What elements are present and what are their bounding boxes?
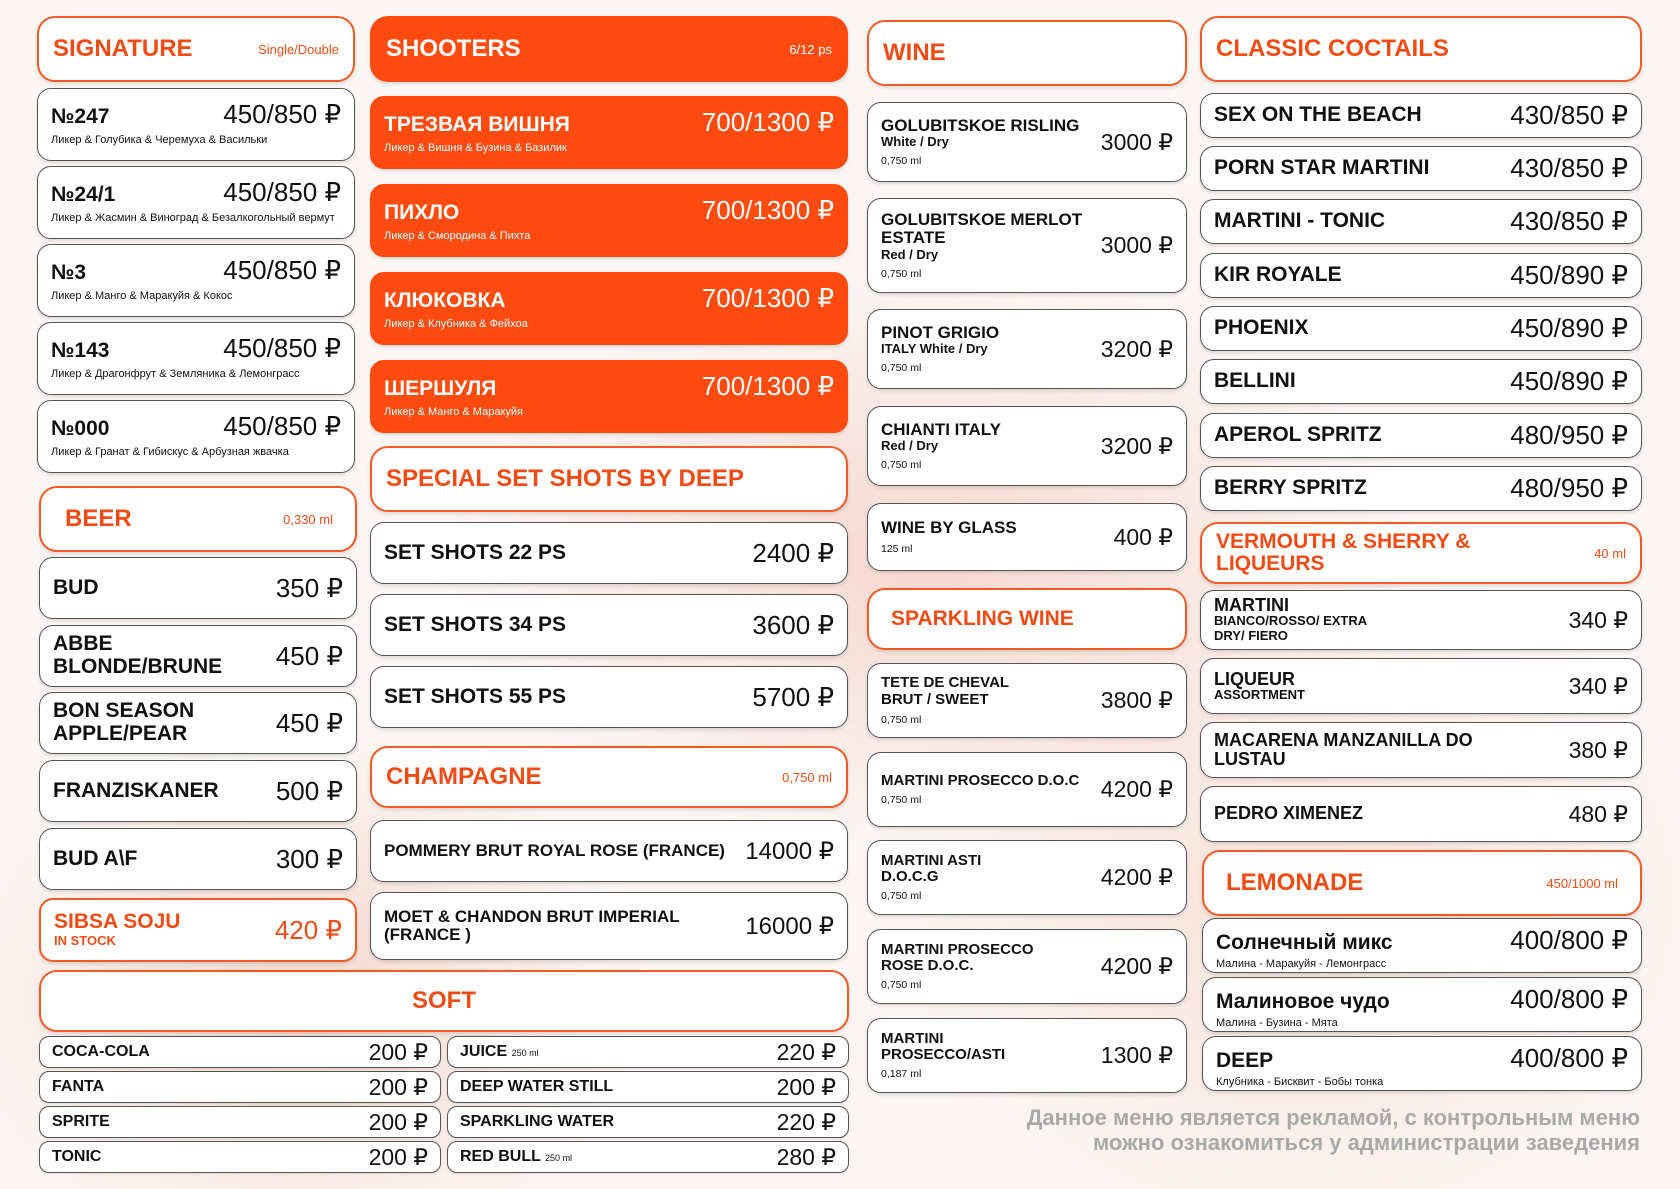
wine-name: WINE BY GLASS <box>881 518 1017 538</box>
soft-item <box>447 1036 849 1068</box>
item-name: ШЕРШУЛЯ <box>384 377 497 400</box>
special-item <box>370 666 848 728</box>
beer-item <box>39 557 357 619</box>
sparkling-item <box>867 752 1187 827</box>
item-name: FANTA <box>52 1078 105 1095</box>
item-name <box>881 519 1017 555</box>
champagne-item <box>370 892 848 960</box>
wine-volume: 0,750 ml <box>881 713 922 726</box>
item-price: 480 ₽ <box>1568 800 1628 827</box>
wine-item <box>867 102 1187 182</box>
item-price: 200 ₽ <box>368 1108 428 1135</box>
item-name <box>881 1031 1031 1081</box>
item-price: 450 ₽ <box>275 640 343 671</box>
item-name <box>881 211 1091 280</box>
wine-item <box>867 406 1187 486</box>
item-price: 450/850 ₽ <box>223 99 341 129</box>
disclaimer-line: Данное меню является рекламой, с контрольным меню <box>1026 1105 1640 1130</box>
item-name <box>1214 804 1363 823</box>
item-price: 200 ₽ <box>368 1038 428 1065</box>
item-name <box>1214 731 1474 769</box>
item-price: 420 ₽ <box>274 914 342 945</box>
item-price: 1300 ₽ <box>1100 1042 1173 1068</box>
item-price: 430/850 ₽ <box>1510 100 1628 130</box>
item-name: №247 <box>51 105 110 128</box>
item-price: 2400 ₽ <box>752 537 834 568</box>
lemonade-item <box>1202 1036 1642 1091</box>
signature-item <box>37 322 355 395</box>
soft-item <box>447 1106 849 1138</box>
signature-sub: Single/Double <box>258 41 339 57</box>
soft-vol: 250 ml <box>545 1153 573 1163</box>
item-name <box>881 773 1079 807</box>
sparkling-item <box>867 840 1187 915</box>
soft-name: DEEP WATER STILL <box>460 1078 614 1095</box>
sparkling-item <box>867 663 1187 738</box>
item-name: BUD A\F <box>53 846 138 870</box>
champagne-header <box>370 746 848 808</box>
item-price: 400/800 ₽ <box>1510 1043 1628 1073</box>
item-name: DEEP <box>1216 1049 1274 1072</box>
classic-item <box>1200 359 1642 404</box>
item-price: 380 ₽ <box>1568 736 1628 763</box>
wine-volume: 0,750 ml <box>881 154 922 167</box>
lemonade-item <box>1202 918 1642 973</box>
beer-header <box>39 486 357 552</box>
soft-name: JUICE <box>460 1043 508 1060</box>
lemonade-item <box>1202 977 1642 1032</box>
special-title: SPECIAL SET SHOTS BY DEEP <box>386 465 744 492</box>
beer-sub: 0,330 ml <box>283 511 333 527</box>
item-price: 5700 ₽ <box>752 681 834 712</box>
item-price: 300 ₽ <box>275 843 343 874</box>
item-name: PHOENIX <box>1214 316 1309 340</box>
wine-volume: 125 ml <box>881 542 913 555</box>
wine-volume: 0,750 ml <box>881 979 922 992</box>
vermouth-name: LIQUEUR <box>1214 668 1295 689</box>
item-price: 3000 ₽ <box>1100 128 1173 155</box>
vermouth-name: MACARENA MANZANILLA DO LUSTAU <box>1214 730 1473 769</box>
item-price: 480/950 ₽ <box>1510 420 1628 450</box>
wine-name: MARTINI PROSECCO D.O.C <box>881 771 1080 789</box>
soft-item <box>39 1106 441 1138</box>
lemonade-title: LEMONADE <box>1226 869 1364 896</box>
item-price: 220 ₽ <box>776 1108 836 1135</box>
beer-item <box>39 760 357 822</box>
item-desc: Ликер & Клубника & Фейхоа <box>384 318 528 330</box>
item-price: 200 ₽ <box>776 1073 836 1100</box>
item-name: BUD <box>53 575 99 599</box>
item-price: 350 ₽ <box>275 572 343 603</box>
item-desc: Малина - Бузина - Мята <box>1216 1017 1338 1029</box>
soft-name: SPARKLING WATER <box>460 1113 615 1130</box>
item-price: 450/890 ₽ <box>1510 366 1628 396</box>
shooters-title: SHOOTERS <box>386 35 521 62</box>
wine-item <box>867 503 1187 571</box>
item-name: №24/1 <box>51 183 116 206</box>
item-price: 480/950 ₽ <box>1510 473 1628 503</box>
item-name: ТРЕЗВАЯ ВИШНЯ <box>384 113 570 136</box>
vermouth-item <box>1200 722 1642 778</box>
lemonade-sub: 450/1000 ml <box>1546 875 1618 891</box>
item-name: Солнечный микс <box>1216 931 1393 954</box>
item-name <box>881 675 1009 726</box>
item-name <box>881 117 1079 168</box>
item-price: 430/850 ₽ <box>1510 206 1628 236</box>
item-price: 280 ₽ <box>776 1143 836 1170</box>
item-desc: Ликер & Гранат & Гибискус & Арбузная жвачка <box>51 446 289 458</box>
item-name: COCA-COLA <box>52 1043 150 1060</box>
item-name: SPRITE <box>52 1113 110 1130</box>
soft-vol: 250 ml <box>511 1048 539 1058</box>
item-name <box>881 942 1061 992</box>
classic-item <box>1200 199 1642 244</box>
lemonade-header <box>1202 850 1642 916</box>
item-price: 4200 ₽ <box>1100 864 1173 890</box>
signature-item <box>37 400 355 473</box>
champagne-sub: 0,750 ml <box>782 769 832 785</box>
item-name: PORN STAR MARTINI <box>1214 156 1430 180</box>
item-price: 200 ₽ <box>368 1073 428 1100</box>
item-name: ПИХЛО <box>384 201 460 224</box>
item-name <box>881 421 1001 472</box>
item-name: MOET & CHANDON BRUT IMPERIAL (FRANCE ) <box>384 906 680 944</box>
item-price: 450/850 ₽ <box>223 411 341 441</box>
wine-volume: 0,750 ml <box>881 890 922 903</box>
item-price: 430/850 ₽ <box>1510 153 1628 183</box>
item-price: 3200 ₽ <box>1100 335 1173 362</box>
item-price: 450/850 ₽ <box>223 255 341 285</box>
item-name <box>1214 596 1374 644</box>
item-name: №143 <box>51 339 110 362</box>
wine-volume: 0,750 ml <box>881 267 922 280</box>
signature-item <box>37 166 355 239</box>
champagne-item <box>370 820 848 882</box>
wine-name: MARTINI PROSECCO/ASTI <box>881 1029 1006 1063</box>
disclaimer-line: можно ознакомиться у администрации заведения <box>1092 1130 1640 1156</box>
item-desc: Ликер & Жасмин & Виноград & Безалкогольный вермут <box>51 212 335 224</box>
beer-item <box>39 692 357 754</box>
item-price: 220 ₽ <box>776 1038 836 1065</box>
item-price: 450/850 ₽ <box>223 333 341 363</box>
special-header <box>370 446 848 512</box>
item-name: BERRY SPRITZ <box>1214 476 1367 500</box>
wine-sub: Red / Dry <box>881 246 939 262</box>
vermouth-item <box>1200 786 1642 842</box>
item-name <box>460 1113 614 1131</box>
item-price: 450 ₽ <box>275 707 343 738</box>
item-desc: Клубника - Бисквит - Бобы тонка <box>1216 1076 1384 1088</box>
item-desc: Ликер & Голубика & Черемуха & Васильки <box>51 134 268 146</box>
item-desc: Ликер & Манго & Маракуйя & Кокос <box>51 290 233 302</box>
wine-sub: Red / Dry <box>881 438 939 454</box>
item-name: TONIC <box>52 1148 102 1165</box>
item-name: SET SHOTS 22 PS <box>384 540 567 564</box>
wine-item <box>867 309 1187 389</box>
classic-item <box>1200 413 1642 458</box>
soft-name: RED BULL <box>460 1148 541 1165</box>
item-name: BON SEASON APPLE/PEAR <box>53 699 195 745</box>
soft-item <box>447 1071 849 1103</box>
vermouth-title: VERMOUTH & SHERRY & LIQUEURS <box>1216 529 1471 575</box>
champagne-title: CHAMPAGNE <box>386 763 542 790</box>
item-name <box>881 853 1031 903</box>
wine-sub: ITALY White / Dry <box>881 341 988 357</box>
item-price: 500 ₽ <box>275 775 343 806</box>
item-price: 700/1300 ₽ <box>701 195 834 225</box>
item-desc: Ликер & Вишня & Бузина & Базилик <box>384 142 567 154</box>
shooter-item <box>370 184 848 257</box>
soft-item <box>39 1071 441 1103</box>
wine-volume: 0,750 ml <box>881 458 922 471</box>
item-name: POMMERY BRUT ROYAL ROSE (FRANCE) <box>384 840 725 860</box>
vermouth-sub: 40 ml <box>1594 545 1626 561</box>
item-name <box>54 911 180 949</box>
soju-item <box>39 898 357 962</box>
soft-item <box>447 1141 849 1173</box>
item-desc: Ликер & Смородина & Пихта <box>384 230 531 242</box>
item-price: 3800 ₽ <box>1100 687 1173 713</box>
vermouth-header <box>1200 522 1642 584</box>
item-price: 400/800 ₽ <box>1510 984 1628 1014</box>
item-price: 3200 ₽ <box>1100 432 1173 459</box>
sparkling-item <box>867 929 1187 1004</box>
classic-header <box>1200 16 1642 82</box>
wine-name: TETE DE CHEVAL <box>881 674 1010 692</box>
soft-title: SOFT <box>412 987 476 1014</box>
shooter-item <box>370 272 848 345</box>
signature-title: SIGNATURE <box>53 35 193 62</box>
vermouth-name: MARTINI <box>1214 595 1289 616</box>
item-price: 200 ₽ <box>368 1143 428 1170</box>
wine-volume: 0,187 ml <box>881 1068 922 1081</box>
item-name: №3 <box>51 261 87 284</box>
wine-title: WINE <box>883 39 946 66</box>
item-name <box>881 324 999 375</box>
item-price: 400 ₽ <box>1113 523 1173 550</box>
classic-item <box>1200 146 1642 191</box>
wine-name: MARTINI PROSECCO ROSE D.O.C. <box>881 940 1034 974</box>
special-item <box>370 594 848 656</box>
classic-item <box>1200 93 1642 138</box>
item-name: FRANZISKANER <box>53 778 219 802</box>
classic-item <box>1200 466 1642 511</box>
vermouth-item <box>1200 590 1642 650</box>
item-price: 450/890 ₽ <box>1510 260 1628 290</box>
item-name: КЛЮКОВКА <box>384 289 506 312</box>
item-name: Малиновое чудо <box>1216 990 1390 1013</box>
item-desc: Ликер & Драгонфрут & Земляника & Лемонграсс <box>51 368 300 380</box>
signature-header <box>37 16 355 82</box>
item-name: MARTINI - TONIC <box>1214 209 1386 233</box>
wine-header <box>867 20 1187 86</box>
item-name <box>460 1148 572 1166</box>
beer-item <box>39 828 357 890</box>
beer-item <box>39 625 357 687</box>
classic-title: CLASSIC COCTAILS <box>1216 35 1449 62</box>
item-name <box>460 1043 539 1061</box>
item-price: 700/1300 ₽ <box>701 107 834 137</box>
sparkling-item <box>867 1018 1187 1093</box>
item-name <box>460 1078 613 1096</box>
vermouth-name: PEDRO XIMENEZ <box>1214 803 1364 824</box>
item-name: №000 <box>51 417 110 440</box>
item-price: 450/850 ₽ <box>223 177 341 207</box>
signature-item <box>37 88 355 161</box>
shooter-item <box>370 96 848 169</box>
soju-note: IN STOCK <box>54 932 116 948</box>
item-price: 3600 ₽ <box>752 609 834 640</box>
classic-item <box>1200 253 1642 298</box>
special-item <box>370 522 848 584</box>
wine-volume: 0,750 ml <box>881 793 922 806</box>
item-price: 3000 ₽ <box>1100 232 1173 258</box>
vermouth-item <box>1200 658 1642 714</box>
soft-item <box>39 1141 441 1173</box>
item-name: APEROL SPRITZ <box>1214 423 1382 447</box>
beer-title: BEER <box>65 505 132 532</box>
item-name: KIR ROYALE <box>1214 263 1342 287</box>
wine-sub: White / Dry <box>881 134 949 150</box>
item-price: 700/1300 ₽ <box>701 283 834 313</box>
soft-header <box>39 970 849 1032</box>
signature-item <box>37 244 355 317</box>
item-name: ABBE BLONDE/BRUNE <box>53 632 223 678</box>
soft-item <box>39 1036 441 1068</box>
vermouth-sub: BIANCO/ROSSO/ EXTRA DRY/ FIERO <box>1214 613 1367 643</box>
item-name: SET SHOTS 34 PS <box>384 612 567 636</box>
item-name: SET SHOTS 55 PS <box>384 684 567 708</box>
wine-name: CHIANTI ITALY <box>881 419 1001 439</box>
classic-item <box>1200 306 1642 351</box>
item-desc: Ликер & Манго & Маракуйя <box>384 406 523 418</box>
wine-volume: 0,750 ml <box>881 361 922 374</box>
item-price: 450/890 ₽ <box>1510 313 1628 343</box>
wine-name: GOLUBITSKOE RISLING <box>881 115 1080 135</box>
shooters-sub: 6/12 ps <box>789 41 832 57</box>
item-price: 700/1300 ₽ <box>701 371 834 401</box>
item-price: 400/800 ₽ <box>1510 925 1628 955</box>
wine-name: GOLUBITSKOE MERLOT ESTATE <box>881 210 1083 248</box>
item-price: 16000 ₽ <box>745 912 834 940</box>
item-price: 340 ₽ <box>1568 606 1628 633</box>
item-price: 4200 ₽ <box>1100 953 1173 979</box>
disclaimer <box>880 1105 1640 1156</box>
wine-name: MARTINI ASTI D.O.C.G <box>881 851 982 885</box>
shooters-header <box>370 16 848 82</box>
wine-name: PINOT GRIGIO <box>881 322 1000 342</box>
sparkling-title: SPARKLING WINE <box>891 607 1074 630</box>
wine-item <box>867 198 1187 293</box>
sparkling-header <box>867 588 1187 650</box>
vermouth-sub: ASSORTMENT <box>1214 686 1305 702</box>
item-name: SEX ON THE BEACH <box>1214 103 1422 127</box>
shooter-item <box>370 360 848 433</box>
soju-name: SIBSA SOJU <box>54 910 181 934</box>
item-price: 4200 ₽ <box>1100 776 1173 802</box>
item-desc: Малина - Маракуйя - Лемонграсс <box>1216 958 1387 970</box>
item-price: 340 ₽ <box>1568 672 1628 699</box>
item-name <box>1214 670 1305 703</box>
item-price: 14000 ₽ <box>745 837 834 865</box>
item-name: BELLINI <box>1214 369 1296 393</box>
wine-sub: BRUT / SWEET <box>881 691 989 709</box>
